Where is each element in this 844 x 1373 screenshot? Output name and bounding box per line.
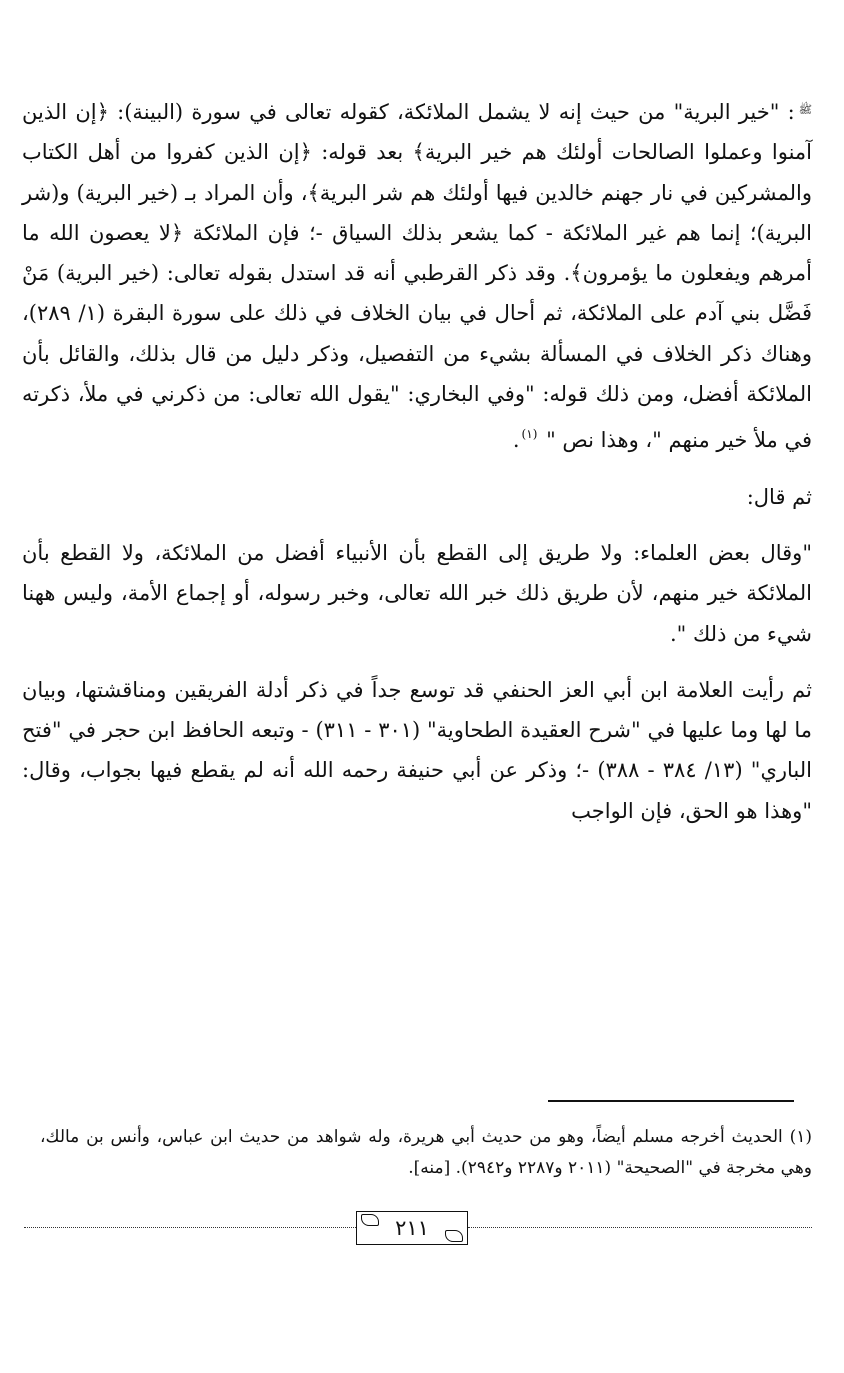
honorific-symbol: ﷺ	[798, 103, 812, 116]
paragraph-3: "وقال بعض العلماء: ولا طريق إلى القطع بأن الأنبياء أفضل من الملائكة، ولا القطع بأن الملائكة خير منهم، لأن طريق ذلك خبر الله تعالى، وخبر رسوله، أو إجماع الأمة، وليس ههنا شيء من ذلك ".	[22, 540, 812, 646]
footnote: (١) الحديث أخرجه مسلم أيضاً، وهو من حديث أبي هريرة، وله شواهد من حديث ابن عباس، وأنس بن مالك، وهي مخرجة في "الصحيحة" (٢٠١١ و٢٢٨٧ و٢٩٤٢). [منه].	[40, 1127, 812, 1178]
footnote-reference: (١)	[521, 427, 538, 442]
paragraph-4: ثم رأيت العلامة ابن أبي العز الحنفي قد توسع جداً في ذكر أدلة الفريقين ومناقشتها، وبيان ما لها وما عليها في "شرح العقيدة الطحاوية" (٣٠١ - ٣١١) - وتبعه الحافظ ابن حجر في "فتح الباري" (١٣/ ٣٨٤ - ٣٨٨) -؛ وذكر عن أبي حنيفة رحمه الله أنه لم يقطع فيها بجواب، وقال: "وهذا هو الحق، فإن الواجب	[22, 677, 812, 823]
paragraph-1-text: : "خير البرية" من حيث إنه لا يشمل الملائكة، كقوله تعالى في سورة (البينة): ﴿إن الذين آمنوا وعملوا الصالحات أولئك هم خير البرية﴾ بعد قوله: ﴿إن الذين كفروا من أهل الكتاب والمشركين في نار جهنم خالدين فيها أولئك هم شر البرية﴾، وأن المراد بـ (خير البرية) و(شر البرية)؛ إنما هم غير الملائكة - كما يشعر بذلك السياق -؛ فإن الملائكة ﴿لا يعصون الله ما أمرهم ويفعلون ما يؤمرون﴾. وقد ذكر القرطبي أنه قد استدل بقوله تعالى: (خير البرية) مَنْ فَضَّل بني آدم على الملائكة، ثم أحال في بيان الخلاف في ذلك على سورة البقرة (١/ ٢٨٩)، وهناك ذكر الخلاف في المسألة بشيء من التفصيل، وذكر دليل من قال بذلك، والقائل بأن الملائكة أفضل، ومن ذلك قوله: "وفي البخاري: "يقول الله تعالى: من ذكرني في ملأ، ذكرته في ملأ خير منهم "، وهذا نص "	[22, 100, 812, 453]
page-rule-left	[24, 1227, 356, 1228]
paragraph-1	[22, 92, 812, 461]
footnote-separator	[548, 1100, 794, 1102]
page-number: ٢١١	[395, 1216, 429, 1240]
page-rule-right	[468, 1227, 812, 1228]
paragraph-1-end: .	[512, 428, 520, 453]
paragraph-2: ثم قال:	[746, 484, 812, 509]
main-text	[22, 92, 812, 831]
